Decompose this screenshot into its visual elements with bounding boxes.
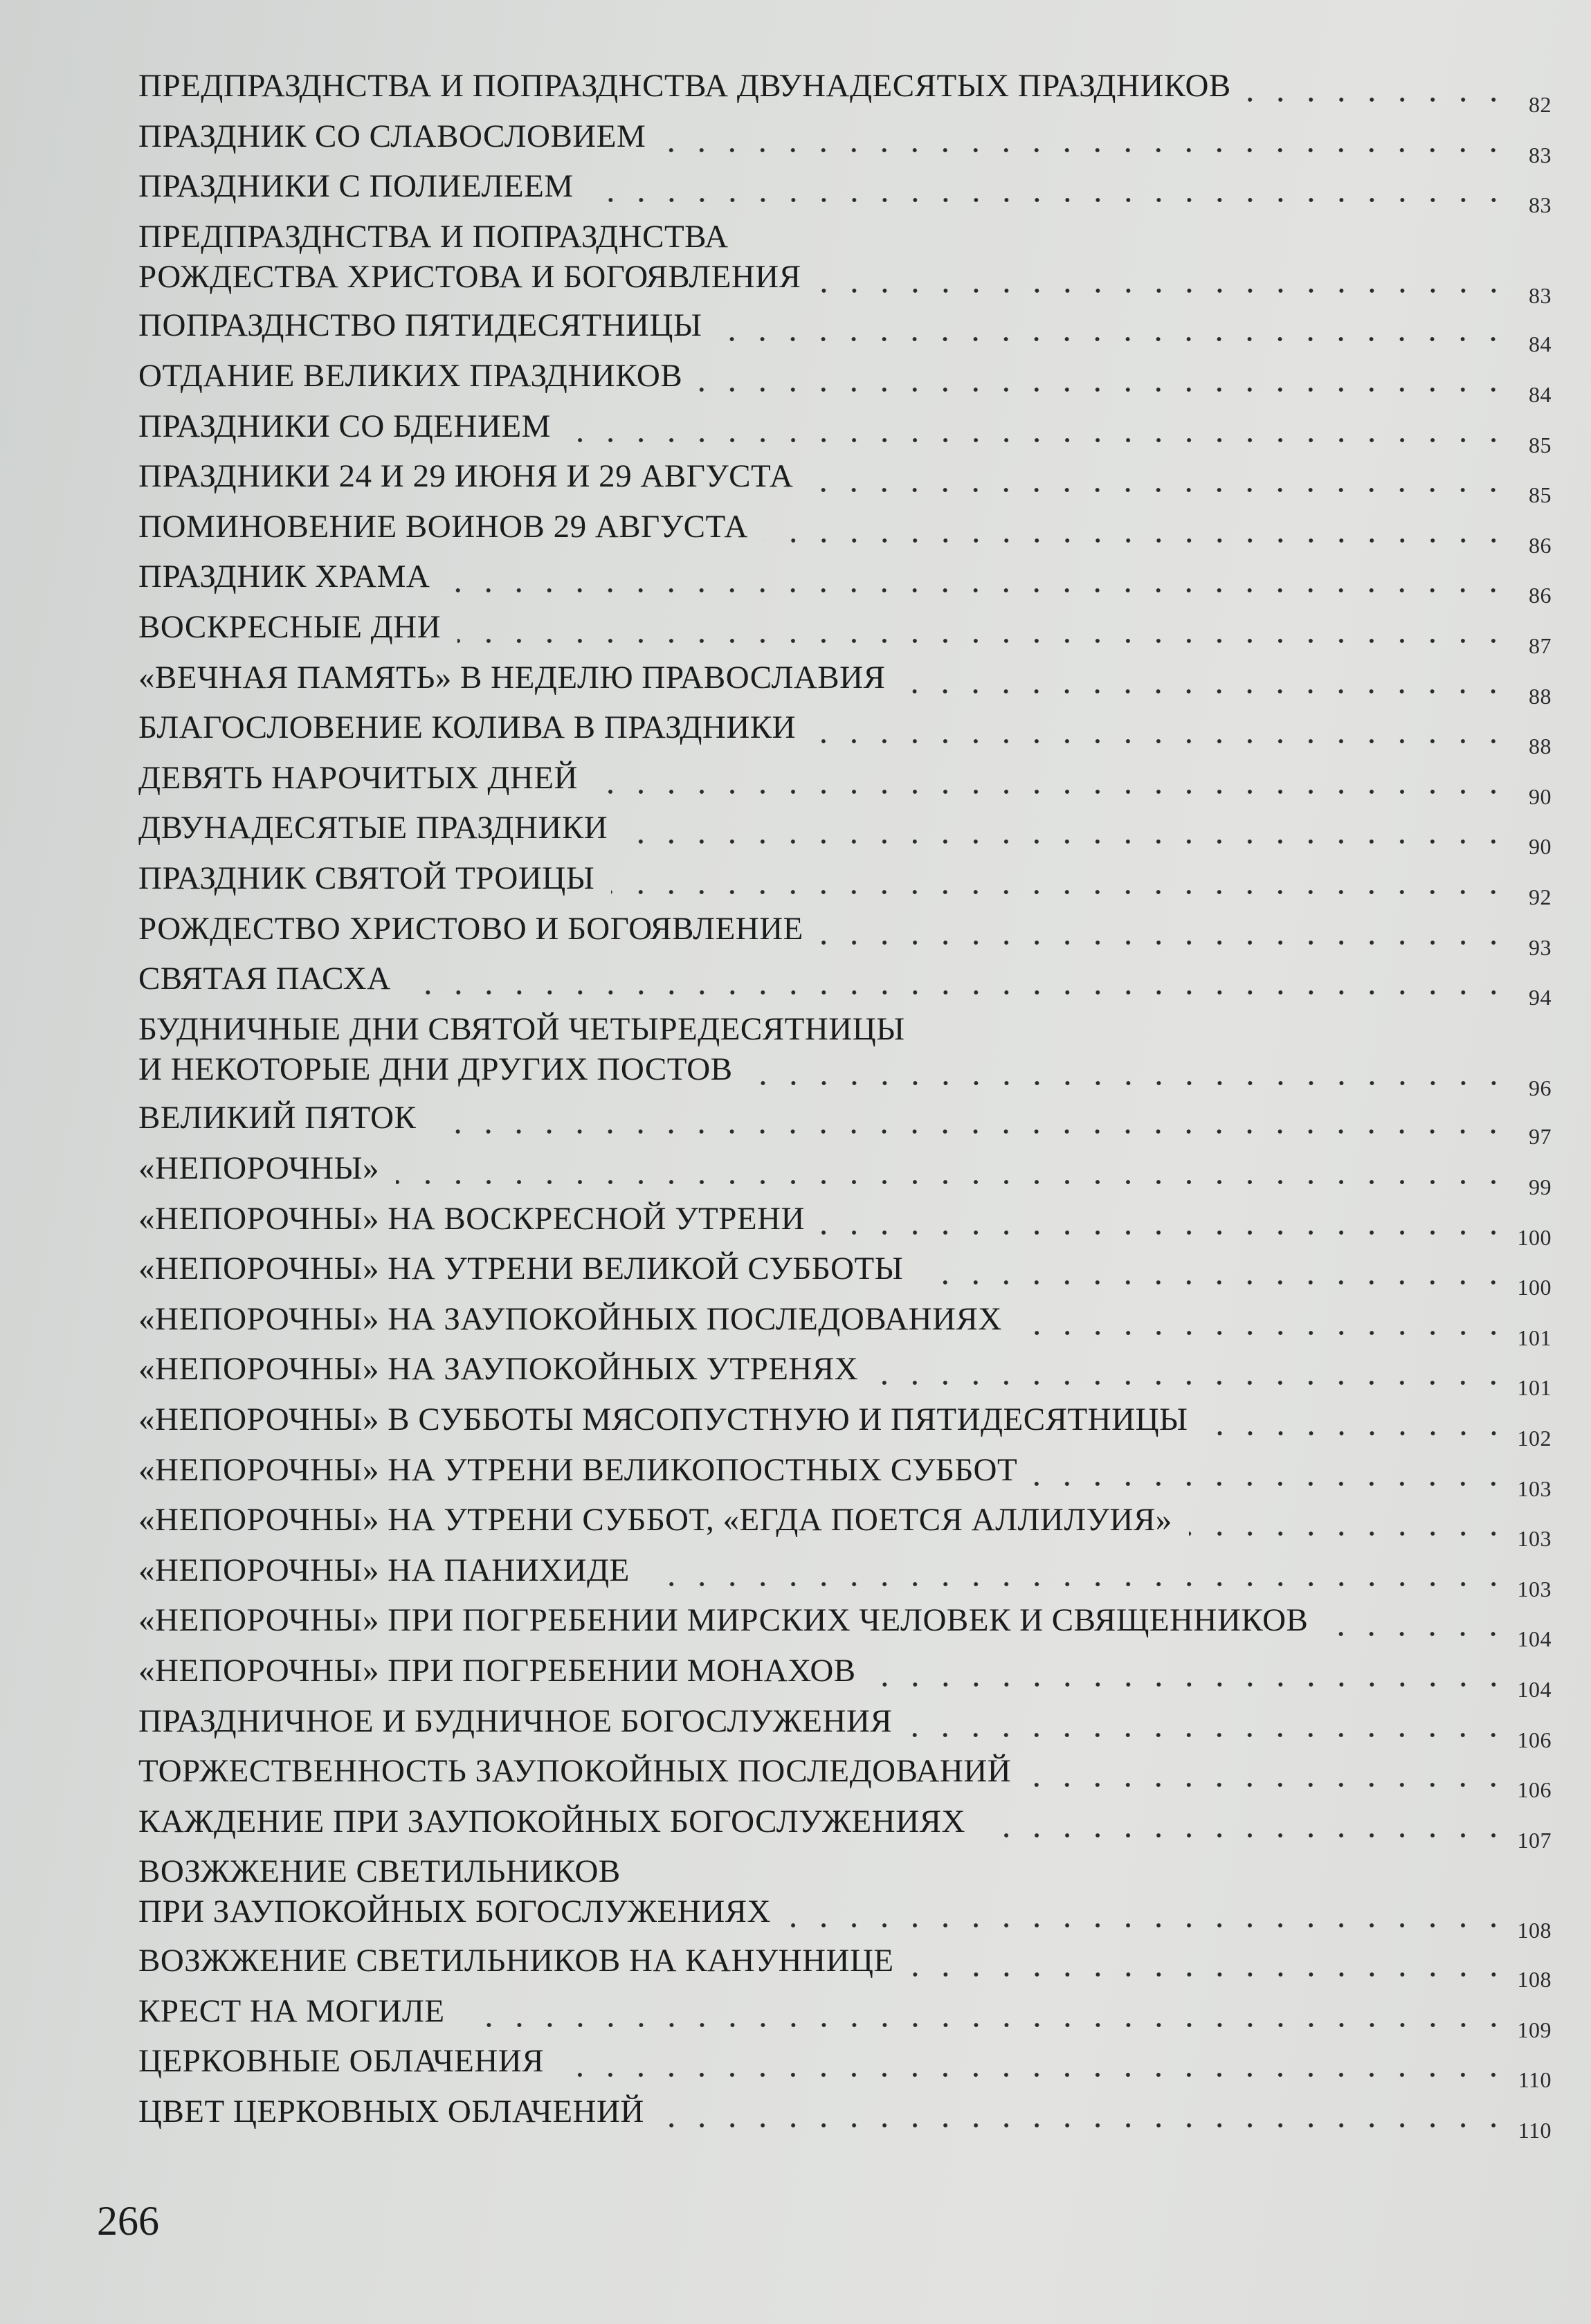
toc-entry-page: 94 bbox=[1529, 985, 1552, 1010]
toc-entry bbox=[138, 66, 1552, 117]
toc-entry bbox=[138, 356, 1552, 407]
toc-entry bbox=[138, 1450, 1552, 1501]
toc-entry-page: 85 bbox=[1529, 482, 1552, 508]
toc-entry-title-line: «НЕПОРОЧНЫ» ПРИ ПОГРЕБЕНИИ МОНАХОВ bbox=[138, 1653, 856, 1689]
toc-entry-title-line: ПРАЗДНИК ХРАМА bbox=[138, 559, 430, 595]
toc-entry bbox=[138, 758, 1552, 809]
toc-entry bbox=[138, 607, 1552, 658]
toc-entry-title bbox=[138, 1701, 1536, 1741]
toc-entry-title-line: КАЖДЕНИЕ ПРИ ЗАУПОКОЙНЫХ БОГОСЛУЖЕНИЯХ bbox=[138, 1803, 965, 1840]
toc-entry-title bbox=[138, 1009, 1536, 1089]
toc-entry-title-line: ПОПРАЗДНСТВО ПЯТИДЕСЯТНИЦЫ bbox=[138, 307, 702, 344]
toc-entry bbox=[138, 1991, 1552, 2042]
toc-entry-title-line: БУДНИЧНЫЕ ДНИ СВЯТОЙ ЧЕТЫРЕДЕСЯТНИЦЫ bbox=[138, 1010, 905, 1047]
toc-entry-title bbox=[138, 1249, 1536, 1289]
toc-entry bbox=[138, 305, 1552, 357]
toc-entry-title bbox=[138, 1148, 1536, 1188]
toc-entry bbox=[138, 1098, 1552, 1150]
toc-entry-title-line: «НЕПОРОЧНЫ» ПРИ ПОГРЕБЕНИИ МИРСКИХ ЧЕЛОВЕК И СВЯЩЕННИКОВ bbox=[138, 1602, 1309, 1639]
toc-entry-title bbox=[138, 1450, 1536, 1490]
toc-entry-title bbox=[138, 1349, 1536, 1389]
toc-entry bbox=[138, 707, 1552, 759]
toc-entry-page: 109 bbox=[1517, 2017, 1552, 2042]
toc-entry-title-line: «ВЕЧНАЯ ПАМЯТЬ» В НЕДЕЛЮ ПРАВОСЛАВИЯ bbox=[138, 659, 886, 696]
toc-entry-title bbox=[138, 305, 1536, 345]
toc-entry-title bbox=[138, 959, 1536, 999]
toc-entry-page: 101 bbox=[1517, 1325, 1552, 1350]
toc-entry bbox=[138, 1801, 1552, 1853]
toc-entry-page: 90 bbox=[1529, 783, 1552, 809]
toc-entry bbox=[138, 217, 1552, 308]
toc-entry-title bbox=[138, 1851, 1536, 1932]
toc-entry-title bbox=[138, 909, 1536, 949]
page-number: 266 bbox=[97, 2198, 159, 2244]
toc-entry-title-line: ПРАЗДНИЧНОЕ И БУДНИЧНОЕ БОГОСЛУЖЕНИЯ bbox=[138, 1703, 893, 1739]
toc-entry-title-line: КРЕСТ НА МОГИЛЕ bbox=[138, 1992, 445, 2029]
toc-entry bbox=[138, 1249, 1552, 1300]
toc-entry bbox=[138, 2091, 1552, 2143]
toc-entry-title bbox=[138, 406, 1536, 446]
toc-entry bbox=[138, 166, 1552, 218]
toc-entry-title bbox=[138, 217, 1536, 297]
toc-entry-title-line: ВОСКРЕСНЫЕ ДНИ bbox=[138, 609, 442, 645]
toc-entry-title bbox=[138, 1500, 1536, 1540]
toc-entry bbox=[138, 1199, 1552, 1250]
toc-entry bbox=[138, 959, 1552, 1010]
toc-entry bbox=[138, 657, 1552, 709]
toc-entry-title-line: ПРЕДПРАЗДНСТВА И ПОПРАЗДНСТВА bbox=[138, 218, 729, 255]
toc-entry-title-line: ВОЗЖЖЕНИЕ СВЕТИЛЬНИКОВ bbox=[138, 1853, 621, 1890]
toc-entry-page: 106 bbox=[1517, 1727, 1552, 1752]
toc-entry-title bbox=[138, 2041, 1536, 2081]
toc-entry-title-line: ВЕЛИКИЙ ПЯТОК bbox=[138, 1100, 417, 1136]
toc-entry-page: 86 bbox=[1529, 583, 1552, 608]
toc-entry bbox=[138, 1349, 1552, 1401]
toc-entry-title bbox=[138, 1600, 1536, 1640]
toc-entry bbox=[138, 1009, 1552, 1100]
toc-entry-page: 92 bbox=[1529, 884, 1552, 909]
toc-entry bbox=[138, 1299, 1552, 1350]
toc-entry-title-line: ПРЕДПРАЗДНСТВА И ПОПРАЗДНСТВА ДВУНАДЕСЯТЫХ ПРАЗДНИКОВ bbox=[138, 68, 1231, 104]
toc-entry-page: 83 bbox=[1529, 282, 1552, 308]
toc-entry bbox=[138, 1148, 1552, 1199]
toc-entry-page: 84 bbox=[1529, 332, 1552, 357]
toc-entry-title-line: И НЕКОТОРЫЕ ДНИ ДРУГИХ ПОСТОВ bbox=[138, 1051, 733, 1087]
toc-entry bbox=[138, 1941, 1552, 1992]
toc-entry-page: 85 bbox=[1529, 432, 1552, 457]
toc-entry bbox=[138, 507, 1552, 558]
toc-entry bbox=[138, 808, 1552, 860]
toc-entry-title bbox=[138, 556, 1536, 597]
toc-entry bbox=[138, 406, 1552, 457]
toc-entry-title-line: ПОМИНОВЕНИЕ ВОИНОВ 29 АВГУСТА bbox=[138, 508, 748, 545]
toc-entry-title bbox=[138, 1199, 1536, 1239]
toc-entry-title bbox=[138, 1651, 1536, 1691]
toc-entry-title-line: СВЯТАЯ ПАСХА bbox=[138, 961, 391, 997]
toc-entry-title bbox=[138, 456, 1536, 496]
toc-entry-title bbox=[138, 1991, 1536, 2031]
toc-entry-page: 104 bbox=[1517, 1626, 1552, 1652]
toc-entry-title-line: ПРАЗДНИК СО СЛАВОСЛОВИЕМ bbox=[138, 118, 646, 154]
toc-entry-page: 90 bbox=[1529, 834, 1552, 860]
toc-entry-title bbox=[138, 166, 1536, 206]
toc-entry-title-line: ВОЗЖЖЕНИЕ СВЕТИЛЬНИКОВ НА КАНУННИЦЕ bbox=[138, 1943, 894, 1979]
toc-entry bbox=[138, 1500, 1552, 1552]
toc-entry-page: 96 bbox=[1529, 1075, 1552, 1100]
toc-entry-title bbox=[138, 808, 1536, 848]
toc-entry-title-line: «НЕПОРОЧНЫ» В СУББОТЫ МЯСОПУСТНУЮ И ПЯТИДЕСЯТНИЦЫ bbox=[138, 1401, 1188, 1437]
toc-entry-title bbox=[138, 657, 1536, 698]
toc-entry-page: 97 bbox=[1529, 1124, 1552, 1150]
toc-entry-title-line: ПРАЗДНИКИ С ПОЛИЕЛЕЕМ bbox=[138, 168, 574, 205]
toc-entry-title-line: РОЖДЕСТВА ХРИСТОВА И БОГОЯВЛЕНИЯ bbox=[138, 258, 801, 295]
toc-entry-title-line: ТОРЖЕСТВЕННОСТЬ ЗАУПОКОЙНЫХ ПОСЛЕДОВАНИЙ bbox=[138, 1753, 1012, 1790]
toc-entry-page: 110 bbox=[1518, 2067, 1552, 2093]
toc-entry-page: 110 bbox=[1518, 2117, 1552, 2143]
toc-entry-title-line: ПРАЗДНИКИ 24 И 29 ИЮНЯ И 29 АВГУСТА bbox=[138, 458, 794, 495]
toc-entry-title-line: ПРИ ЗАУПОКОЙНЫХ БОГОСЛУЖЕНИЯХ bbox=[138, 1894, 771, 1930]
toc-entry bbox=[138, 2041, 1552, 2093]
toc-entry-title bbox=[138, 707, 1536, 747]
toc-entry-page: 108 bbox=[1517, 1918, 1552, 1943]
toc-entry-title-line: ЦЕРКОВНЫЕ ОБЛАЧЕНИЯ bbox=[138, 2043, 545, 2080]
toc-entry-title bbox=[138, 1751, 1536, 1791]
toc-entry bbox=[138, 1701, 1552, 1752]
toc-entry-title-line: «НЕПОРОЧНЫ» НА УТРЕНИ ВЕЛИКОПОСТНЫХ СУББОТ bbox=[138, 1451, 1018, 1488]
toc-entry bbox=[138, 1851, 1552, 1943]
toc-entry-title-line: «НЕПОРОЧНЫ» НА ЗАУПОКОЙНЫХ ПОСЛЕДОВАНИЯХ bbox=[138, 1300, 1002, 1337]
toc-entry-title-line: «НЕПОРОЧНЫ» НА ЗАУПОКОЙНЫХ УТРЕНЯХ bbox=[138, 1351, 859, 1388]
toc-entry-title bbox=[138, 858, 1536, 898]
toc-entry-title-line: ЦВЕТ ЦЕРКОВНЫХ ОБЛАЧЕНИЙ bbox=[138, 2093, 644, 2130]
toc-entry-page: 87 bbox=[1529, 633, 1552, 658]
toc-entry bbox=[138, 1751, 1552, 1803]
toc-entry-title bbox=[138, 507, 1536, 547]
toc-entry bbox=[138, 116, 1552, 167]
toc-entry-title-line: БЛАГОСЛОВЕНИЕ КОЛИВА В ПРАЗДНИКИ bbox=[138, 709, 797, 746]
toc-entry-page: 103 bbox=[1517, 1576, 1552, 1601]
toc-entry-title-line: «НЕПОРОЧНЫ» НА УТРЕНИ СУББОТ, «ЕГДА ПОЕТСЯ АЛЛИЛУИЯ» bbox=[138, 1502, 1172, 1538]
toc-entry-title bbox=[138, 1550, 1536, 1590]
toc-entry-page: 108 bbox=[1517, 1967, 1552, 1992]
toc-entry-title-line: ДВУНАДЕСЯТЫЕ ПРАЗДНИКИ bbox=[138, 810, 608, 846]
toc-entry-page: 93 bbox=[1529, 934, 1552, 960]
toc-entry-title bbox=[138, 1098, 1536, 1138]
toc-entry-title bbox=[138, 1299, 1536, 1339]
toc-entry-page: 103 bbox=[1517, 1526, 1552, 1552]
toc-entry bbox=[138, 1600, 1552, 1652]
toc-entry-page: 88 bbox=[1529, 683, 1552, 709]
toc-entry bbox=[138, 456, 1552, 508]
toc-entry-page: 101 bbox=[1517, 1375, 1552, 1401]
toc-entry-page: 106 bbox=[1517, 1777, 1552, 1803]
toc-entry bbox=[138, 556, 1552, 608]
toc-entry-title bbox=[138, 1399, 1536, 1440]
toc-entry-title bbox=[138, 607, 1536, 647]
toc-entry-title-line: «НЕПОРОЧНЫ» НА ВОСКРЕСНОЙ УТРЕНИ bbox=[138, 1200, 805, 1237]
toc-entry bbox=[138, 858, 1552, 909]
toc-entry-page: 82 bbox=[1529, 92, 1552, 117]
toc-entry-page: 104 bbox=[1517, 1677, 1552, 1702]
toc-entry-page: 99 bbox=[1529, 1174, 1552, 1199]
toc-entry-title-line: РОЖДЕСТВО ХРИСТОВО И БОГОЯВЛЕНИЕ bbox=[138, 910, 803, 947]
toc-entry-page: 102 bbox=[1517, 1426, 1552, 1451]
toc-entry bbox=[138, 909, 1552, 960]
toc-entry bbox=[138, 1651, 1552, 1702]
toc-entry-page: 83 bbox=[1529, 192, 1552, 218]
toc-entry-page: 88 bbox=[1529, 734, 1552, 759]
toc-entry-title-line: «НЕПОРОЧНЫ» НА УТРЕНИ ВЕЛИКОЙ СУББОТЫ bbox=[138, 1251, 904, 1287]
toc-entry-title bbox=[138, 1801, 1536, 1842]
toc-entry bbox=[138, 1399, 1552, 1451]
toc-entry-title bbox=[138, 116, 1536, 156]
toc-entry-page: 100 bbox=[1517, 1224, 1552, 1250]
toc-entry-title-line: ОТДАНИЕ ВЕЛИКИХ ПРАЗДНИКОВ bbox=[138, 358, 683, 394]
toc-entry-title-line: «НЕПОРОЧНЫ» НА ПАНИХИДЕ bbox=[138, 1552, 630, 1588]
toc-entry-title-line: ПРАЗДНИКИ СО БДЕНИЕМ bbox=[138, 408, 551, 444]
toc-entry-page: 86 bbox=[1529, 532, 1552, 558]
toc-entry-title bbox=[138, 758, 1536, 798]
toc-entry-page: 100 bbox=[1517, 1275, 1552, 1300]
toc-entry-title bbox=[138, 356, 1536, 396]
toc-entry-title bbox=[138, 1941, 1536, 1981]
toc-entry-page: 107 bbox=[1517, 1827, 1552, 1853]
toc-entry bbox=[138, 1550, 1552, 1601]
toc-entry-page: 83 bbox=[1529, 142, 1552, 167]
toc-entry-title bbox=[138, 2091, 1536, 2132]
toc-entry-title-line: «НЕПОРОЧНЫ» bbox=[138, 1150, 379, 1186]
toc-entry-title-line: ПРАЗДНИК СВЯТОЙ ТРОИЦЫ bbox=[138, 860, 595, 896]
toc-entry-page: 84 bbox=[1529, 382, 1552, 407]
toc-entry-title bbox=[138, 66, 1536, 106]
toc-entry-title-line: ДЕВЯТЬ НАРОЧИТЫХ ДНЕЙ bbox=[138, 759, 578, 796]
toc-entry-page: 103 bbox=[1517, 1476, 1552, 1501]
